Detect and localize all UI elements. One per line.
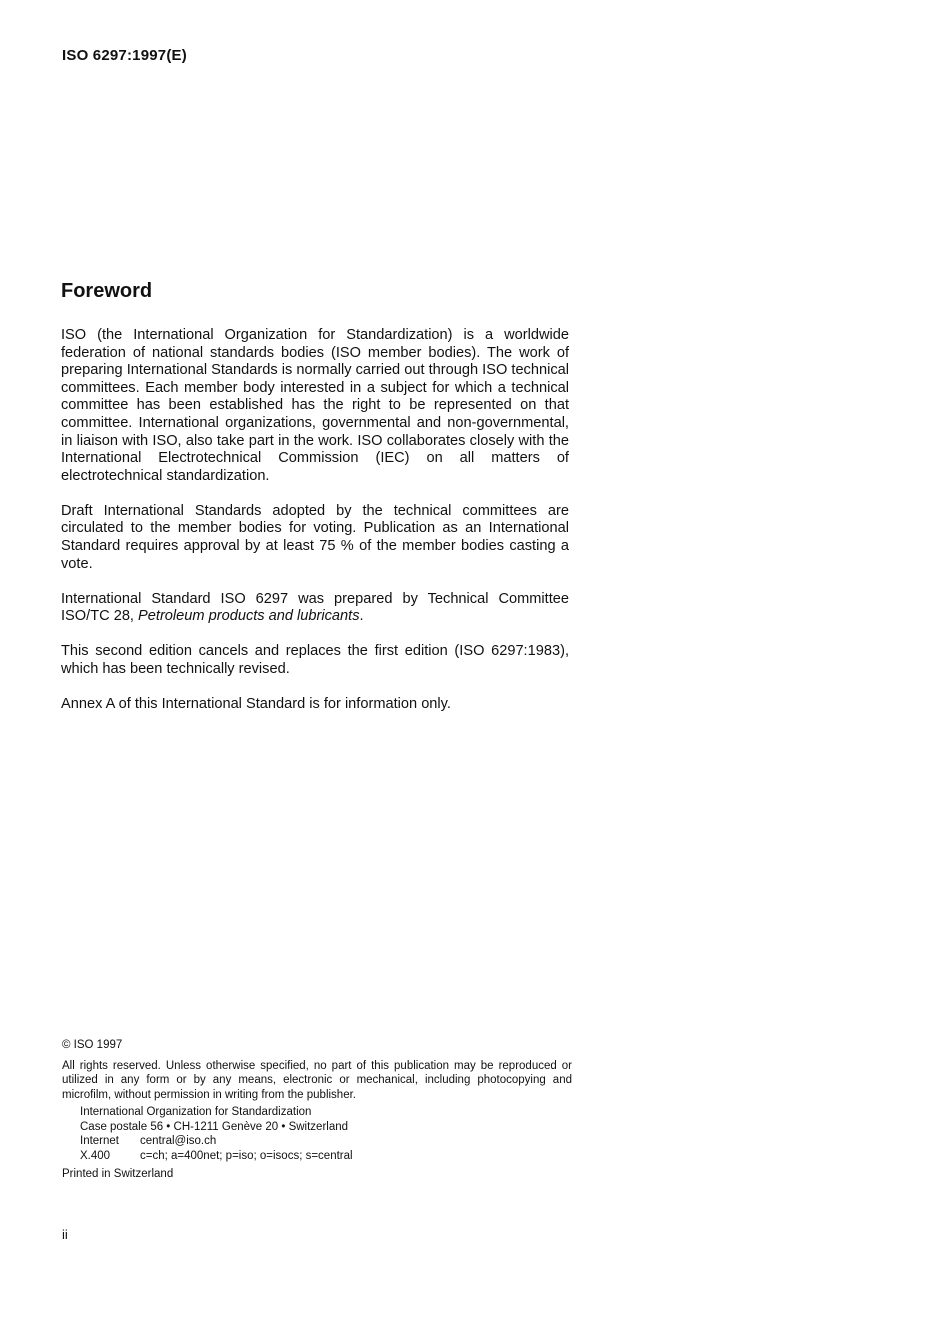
copyright-block: [62, 1038, 572, 1182]
publisher-address: [62, 1105, 572, 1163]
foreword-paragraph-annex: Annex A of this International Standard is for information only.: [61, 696, 451, 713]
foreword-paragraph-committee: [61, 591, 569, 626]
internet-label: Internet: [80, 1135, 119, 1147]
internet-contact-row: [80, 1134, 572, 1149]
printed-location: Printed in Switzerland: [62, 1168, 174, 1180]
committee-statement: International Standard ISO 6297 was prepared by Technical Committee ISO/TC 28,: [61, 590, 569, 625]
publisher-name: International Organization for Standardization: [80, 1106, 312, 1118]
publisher-postal-address: Case postale 56 • CH-1211 Genève 20 • Switzerland: [80, 1120, 349, 1133]
committee-statement-end: .: [359, 608, 364, 625]
document-id-header: ISO 6297:1997(E): [62, 47, 187, 64]
foreword-heading: Foreword: [61, 280, 153, 302]
committee-name: Petroleum products and lubricants: [138, 608, 360, 625]
x400-contact-row: [80, 1149, 572, 1164]
x400-label: X.400: [80, 1149, 111, 1162]
page-number: ii: [62, 1227, 68, 1242]
x400-address: c=ch; a=400net; p=iso; o=isocs; s=central: [140, 1149, 353, 1162]
foreword-paragraph-iso-overview: ISO (the International Organization for Standardization) is a worldwide federation of national standards bodies (ISO member bodies). The work of preparing International Standards is normally carried out through ISO technical committees. Each member body interested in a subject for which a technical committee has been established has the right to be represented on that committee. International organizations, governmental and non-governmental, in liaison with ISO, also take part in the work. ISO collaborates closely with the International Electrotechnical Commission (IEC) on all matters of electrotechnical standardization.: [61, 327, 569, 484]
copyright-notice: © ISO 1997: [62, 1039, 123, 1051]
foreword-paragraph-edition: This second edition cancels and replaces the first edition (ISO 6297:1983), which has been technically revised.: [61, 643, 569, 677]
foreword-paragraph-draft-standards: Draft International Standards adopted by the technical committees are circulated to the member bodies for voting. Publication as an International Standard requires approval by at least 75 % of the member bodies casting a vote.: [61, 502, 569, 572]
rights-statement: All rights reserved. Unless otherwise specified, no part of this publication may be reproduced or utilized in any form or by any means, electronic or mechanical, including photocopying and microfilm, without permission in writing from the publisher.: [62, 1059, 572, 1101]
foreword-body: [61, 327, 569, 731]
internet-address: central@iso.ch: [140, 1135, 217, 1147]
